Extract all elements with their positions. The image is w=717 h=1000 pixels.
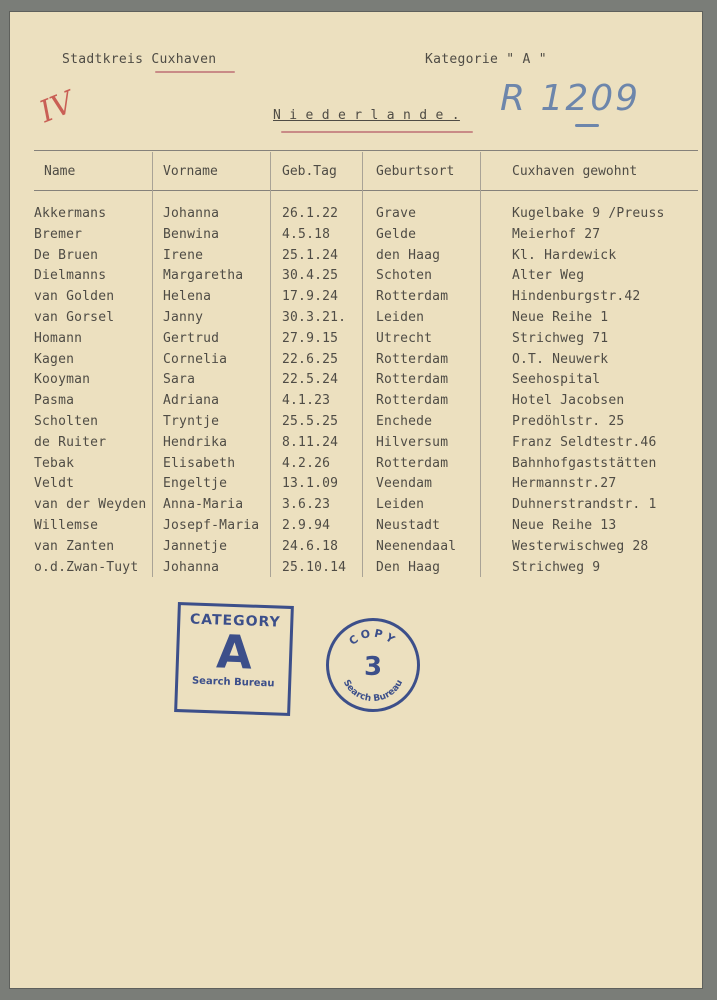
district-underline [155, 71, 235, 73]
cell-vorname: Adriana [163, 393, 220, 409]
cell-geburtsort: Gelde [376, 226, 417, 242]
cell-cuxhaven: Duhnerstrandstr. 1 [512, 497, 657, 513]
cell-vorname: Gertrud [163, 330, 220, 346]
cell-name: van der Weyden [34, 497, 147, 513]
copy-stamp-number: 3 [363, 652, 383, 682]
cell-cuxhaven: Strichweg 71 [512, 330, 609, 346]
cell-gebtag: 27.9.15 [282, 330, 339, 346]
copy-stamp-top-text: COPY [346, 626, 400, 648]
cell-gebtag: 25.10.14 [282, 559, 347, 575]
cell-vorname: Sara [163, 372, 196, 388]
cell-cuxhaven: Kl. Hardewick [512, 247, 617, 263]
cell-geburtsort: Den Haag [376, 559, 441, 575]
cell-cuxhaven: Meierhof 27 [512, 226, 601, 242]
cell-gebtag: 4.5.18 [282, 226, 331, 242]
cell-name: Scholten [34, 413, 99, 429]
cell-geburtsort: Hilversum [376, 434, 449, 450]
column-header-gebtag: Geb.Tag [282, 164, 337, 179]
cell-name: Kagen [34, 351, 75, 367]
cell-name: van Gorsel [34, 309, 115, 325]
table-row [0, 497, 692, 518]
cell-cuxhaven: Seehospital [512, 372, 601, 388]
cell-name: Veldt [34, 476, 75, 492]
cell-cuxhaven: Hindenburgstr.42 [512, 289, 641, 305]
table-row [0, 268, 692, 289]
cell-vorname: Anna-Maria [163, 497, 244, 513]
cell-vorname: Cornelia [163, 351, 228, 367]
column-header-cuxhaven: Cuxhaven gewohnt [512, 164, 638, 179]
category-stamp-letter: A [215, 624, 253, 680]
category-stamp [174, 602, 294, 716]
copy-stamp-graphic [329, 621, 417, 709]
cell-cuxhaven: Westerwischweg 28 [512, 538, 649, 554]
cell-vorname: Elisabeth [163, 455, 236, 471]
cell-vorname: Jannetje [163, 538, 228, 554]
table-row [0, 331, 692, 352]
copy-stamp-bottom-text: Search Bureau [340, 678, 406, 705]
cell-cuxhaven: Franz Seldtestr.46 [512, 434, 657, 450]
category-label: Kategorie " A " [425, 52, 547, 67]
table-header-rule [34, 190, 698, 191]
cell-name: Akkermans [34, 206, 107, 221]
category-stamp-title: CATEGORY [189, 611, 281, 631]
reference-underline [575, 124, 599, 127]
cell-geburtsort: Rotterdam [376, 351, 449, 367]
table-top-rule [34, 150, 698, 151]
cell-name: Kooyman [34, 372, 91, 388]
cell-cuxhaven: Kugelbake 9 /Preuss [512, 206, 665, 221]
category-stamp-footer: Search Bureau [191, 675, 275, 690]
cell-geburtsort: Neenendaal [376, 538, 457, 554]
cell-cuxhaven: Hermannstr.27 [512, 476, 617, 492]
table-row [0, 352, 692, 373]
cell-cuxhaven: O.T. Neuwerk [512, 351, 609, 367]
cell-name: Tebak [34, 455, 75, 471]
cell-cuxhaven: Neue Reihe 1 [512, 309, 609, 325]
cell-geburtsort: Grave [376, 206, 417, 221]
cell-gebtag: 4.1.23 [282, 393, 331, 409]
district-label: Stadtkreis Cuxhaven [62, 52, 217, 67]
cell-gebtag: 26.1.22 [282, 206, 339, 221]
cell-cuxhaven: Bahnhofgaststätten [512, 455, 657, 471]
table-row [0, 289, 692, 310]
table-row [0, 476, 692, 497]
cell-vorname: Engeltje [163, 476, 228, 492]
roman-numeral-mark: IV [34, 85, 79, 131]
cell-geburtsort: Leiden [376, 309, 425, 325]
cell-gebtag: 17.9.24 [282, 289, 339, 305]
cell-name: o.d.Zwan-Tuyt [34, 559, 139, 575]
cell-gebtag: 25.5.25 [282, 413, 339, 429]
cell-gebtag: 22.5.24 [282, 372, 339, 388]
cell-cuxhaven: Hotel Jacobsen [512, 393, 625, 409]
cell-geburtsort: Enchede [376, 413, 433, 429]
cell-name: de Ruiter [34, 434, 107, 450]
cell-name: Willemse [34, 517, 99, 533]
cell-vorname: Tryntje [163, 413, 220, 429]
cell-vorname: Hendrika [163, 434, 228, 450]
cell-vorname: Helena [163, 289, 212, 305]
cell-cuxhaven: Predöhlstr. 25 [512, 413, 625, 429]
table-row [0, 518, 692, 539]
cell-vorname: Margaretha [163, 268, 244, 284]
cell-geburtsort: Rotterdam [376, 289, 449, 305]
country-underline [281, 131, 473, 133]
cell-gebtag: 13.1.09 [282, 476, 339, 492]
cell-name: Bremer [34, 226, 83, 242]
column-header-name: Name [44, 164, 76, 179]
country-heading: N i e d e r l a n d e . [273, 108, 460, 123]
cell-cuxhaven: Neue Reihe 13 [512, 517, 617, 533]
cell-vorname: Johanna [163, 559, 220, 575]
cell-gebtag: 22.6.25 [282, 351, 339, 367]
cell-geburtsort: Veendam [376, 476, 433, 492]
cell-geburtsort: Rotterdam [376, 393, 449, 409]
cell-cuxhaven: Strichweg 9 [512, 559, 601, 575]
cell-vorname: Josepf-Maria [163, 517, 260, 533]
table-row [0, 414, 692, 435]
column-header-vorname: Vorname [163, 164, 218, 179]
reference-number: R 1209 [500, 78, 641, 119]
cell-geburtsort: Neustadt [376, 517, 441, 533]
table-row [0, 372, 692, 393]
copy-stamp [326, 618, 420, 712]
cell-gebtag: 30.4.25 [282, 268, 339, 284]
cell-vorname: Johanna [163, 206, 220, 221]
table-row [0, 310, 692, 331]
table-row [0, 227, 692, 248]
cell-name: van Golden [34, 289, 115, 305]
cell-geburtsort: Rotterdam [376, 372, 449, 388]
cell-vorname: Irene [163, 247, 204, 263]
cell-name: De Bruen [34, 247, 99, 263]
table-row [0, 456, 692, 477]
cell-gebtag: 8.11.24 [282, 434, 339, 450]
cell-geburtsort: Leiden [376, 497, 425, 513]
cell-name: Homann [34, 330, 83, 346]
table-row [0, 393, 692, 414]
cell-name: Pasma [34, 393, 75, 409]
cell-gebtag: 2.9.94 [282, 517, 331, 533]
cell-gebtag: 24.6.18 [282, 538, 339, 554]
cell-geburtsort: Rotterdam [376, 455, 449, 471]
cell-gebtag: 30.3.21. [282, 309, 347, 325]
cell-cuxhaven: Alter Weg [512, 268, 585, 284]
cell-gebtag: 3.6.23 [282, 497, 331, 513]
table-row [0, 560, 692, 581]
cell-name: Dielmanns [34, 268, 107, 284]
table-body [0, 206, 692, 580]
cell-vorname: Janny [163, 309, 204, 325]
cell-geburtsort: Utrecht [376, 330, 433, 346]
table-row [0, 248, 692, 269]
table-row [0, 435, 692, 456]
column-header-geburtsort: Geburtsort [376, 164, 455, 179]
table-row [0, 539, 692, 560]
cell-geburtsort: Schoten [376, 268, 433, 284]
cell-gebtag: 4.2.26 [282, 455, 331, 471]
cell-gebtag: 25.1.24 [282, 247, 339, 263]
cell-geburtsort: den Haag [376, 247, 441, 263]
table-row [0, 206, 692, 227]
cell-vorname: Benwina [163, 226, 220, 242]
cell-name: van Zanten [34, 538, 115, 554]
